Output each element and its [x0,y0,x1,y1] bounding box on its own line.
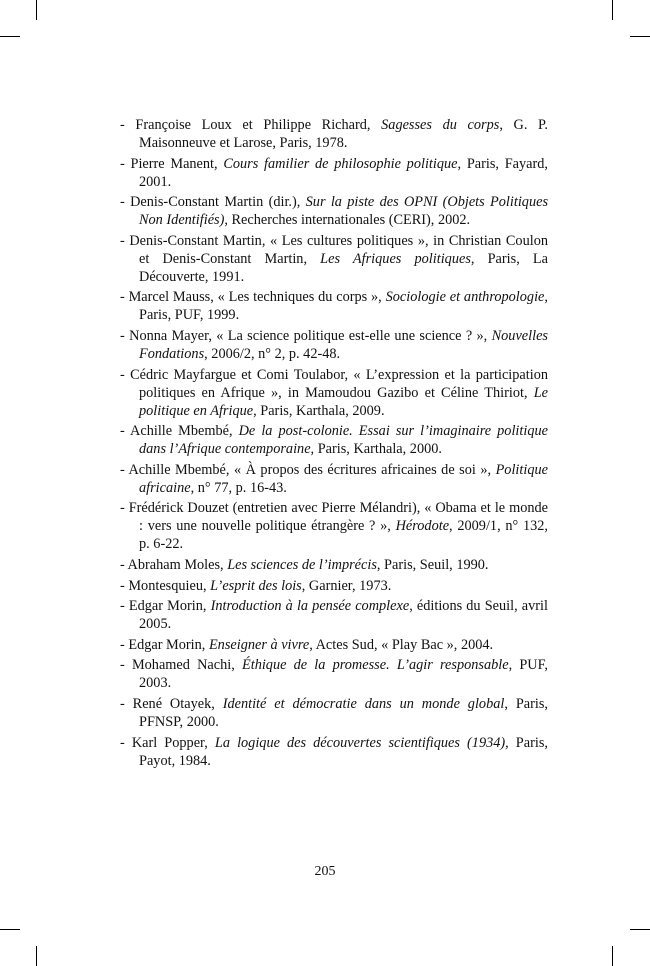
bibliography-entry: - Cédric Mayfargue et Comi Toulabor, « L’expression et la participation politiques en Afrique », in Mamoudou Gazibo et Céline Thiriot, Le politique en Afrique, Paris, Karthala, 2009. [120,366,548,419]
bibliography-entry: - Achille Mbembé, De la post-colonie. Essai sur l’imaginaire politique dans l’Afrique contemporaine, Paris, Karthala, 2000. [120,423,548,458]
bibliography-list [120,116,548,772]
crop-mark-top-left-vertical [36,0,37,20]
crop-mark-bottom-left-horizontal [0,929,20,930]
bibliography-entry: - Denis-Constant Martin, « Les cultures politiques », in Christian Coulon et Denis-Constant Martin, Les Afriques politiques, Paris, La Découverte, 1991. [120,232,548,285]
crop-mark-bottom-right-horizontal [630,929,650,930]
bibliography-entry: - Edgar Morin, Enseigner à vivre, Actes Sud, « Play Bac », 2004. [120,636,494,653]
bibliography-entry: - Frédérick Douzet (entretien avec Pierre Mélandri), « Obama et le monde : vers une nouvelle politique étrangère ? », Hérodote, 2009/1, n° 132, p. 6-22. [120,500,548,553]
crop-mark-bottom-right-vertical [612,946,613,966]
bibliography-entry: - Françoise Loux et Philippe Richard, Sagesses du corps, G. P. Maisonneuve et Larose, Paris, 1978. [120,117,548,151]
bibliography-entry: - Mohamed Nachi, Éthique de la promesse. L’agir responsable, PUF, 2003. [120,657,549,692]
bibliography-entry: - Achille Mbembé, « À propos des écritures africaines de soi », Politique africaine, n° 77, p. 16-43. [120,461,548,496]
crop-mark-bottom-left-vertical [36,946,37,966]
page-number: 205 [314,864,336,879]
bibliography-entry: - Denis-Constant Martin (dir.), Sur la piste des OPNI (Objets Politiques Non Identifiés), Recherches internationales (CERI), 2002. [120,194,549,229]
bibliography-entry: - René Otayek, Identité et démocratie dans un monde global, Paris, PFNSP, 2000. [120,695,548,730]
bibliography-entry: - Abraham Moles, Les sciences de l’imprécis, Paris, Seuil, 1990. [120,556,489,573]
crop-mark-top-right-vertical [612,0,613,20]
bibliography-entry: - Karl Popper, La logique des découvertes scientifiques (1934), Paris, Payot, 1984. [120,734,548,769]
bibliography-entry: - Pierre Manent, Cours familier de philosophie politique, Paris, Fayard, 2001. [120,155,548,190]
crop-mark-top-left-horizontal [0,36,20,37]
bibliography-entry: - Edgar Morin, Introduction à la pensée complexe, éditions du Seuil, avril 2005. [120,598,548,633]
crop-mark-top-right-horizontal [630,36,650,37]
bibliography-entry: - Montesquieu, L’esprit des lois, Garnier, 1973. [120,577,392,594]
bibliography-entry: - Marcel Mauss, « Les techniques du corps », Sociologie et anthropologie, Paris, PUF, 1999. [120,289,548,324]
bibliography-entry: - Nonna Mayer, « La science politique est-elle une science ? », Nouvelles Fondations, 2006/2, n° 2, p. 42-48. [120,327,548,362]
